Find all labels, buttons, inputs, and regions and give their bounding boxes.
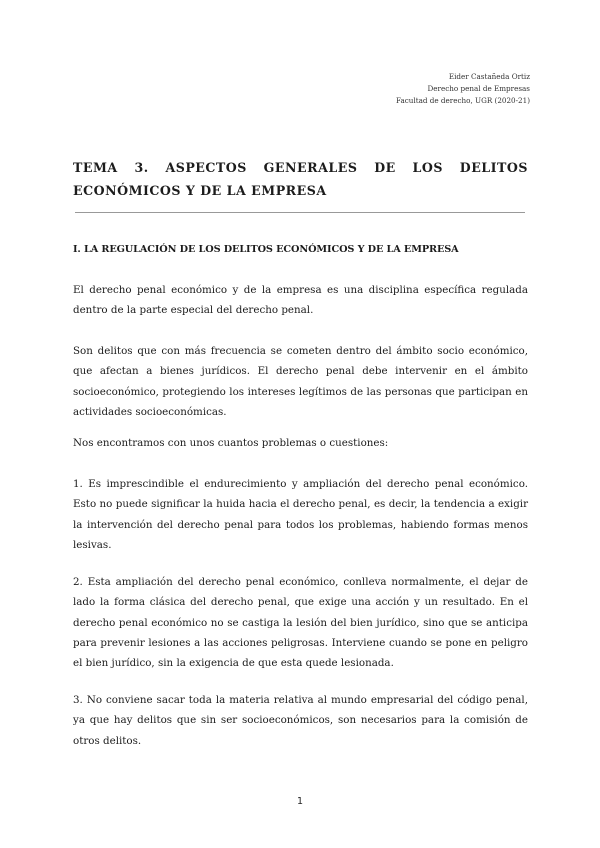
header-faculty: Facultad de derecho, UGR (2020-21) [396,96,530,105]
paragraph-2: Son delitos que con más frecuencia se cometen dentro del ámbito socio económico, que afectan a bienes jurídicos. El derecho penal debe intervenir en el ámbito socioeconómico, protegiendo los intereses legítimos de las personas que participan en actividades socioeconómicas. [73,345,528,418]
document-header [396,71,530,107]
section-heading: I. LA REGULACIÓN DE LOS DELITOS ECONÓMICOS Y DE LA EMPRESA [73,244,459,255]
page-number: 1 [296,796,304,807]
document-title: TEMA 3. ASPECTOS GENERALES DE LOS DELITOS ECONÓMICOS Y DE LA EMPRESA [73,160,528,198]
title-divider [75,212,525,213]
paragraph-5: 2. Esta ampliación del derecho penal económico, conlleva normalmente, el dejar de lado la forma clásica del derecho penal, que exige una acción y un resultado. En el derecho penal económico no se castiga la lesión del bien jurídico, sino que se anticipa para prevenir lesiones a las acciones peligrosas. Interviene cuando se pone en peligro el bien jurídico, sin la exigencia de que esta quede lesionada. [73,576,528,670]
paragraph-3: Nos encontramos con unos cuantos problemas o cuestiones: [73,437,389,449]
header-author: Eider Castañeda Ortiz [448,72,530,81]
header-course: Derecho penal de Empresas [427,84,530,93]
paragraph-6: 3. No conviene sacar toda la materia relativa al mundo empresarial del código penal, ya que hay delitos que sin ser socioeconómicos, son necesarios para la comisión de otros delitos. [73,694,528,747]
paragraph-1: El derecho penal económico y de la empresa es una disciplina específica regulada dentro de la parte especial del derecho penal. [73,284,528,317]
paragraph-4: 1. Es imprescindible el endurecimiento y ampliación del derecho penal económico. Esto no puede significar la huida hacia el derecho penal, es decir, la tendencia a exigir la intervención del derecho penal para todos los problemas, habiendo formas menos lesivas. [73,478,528,551]
